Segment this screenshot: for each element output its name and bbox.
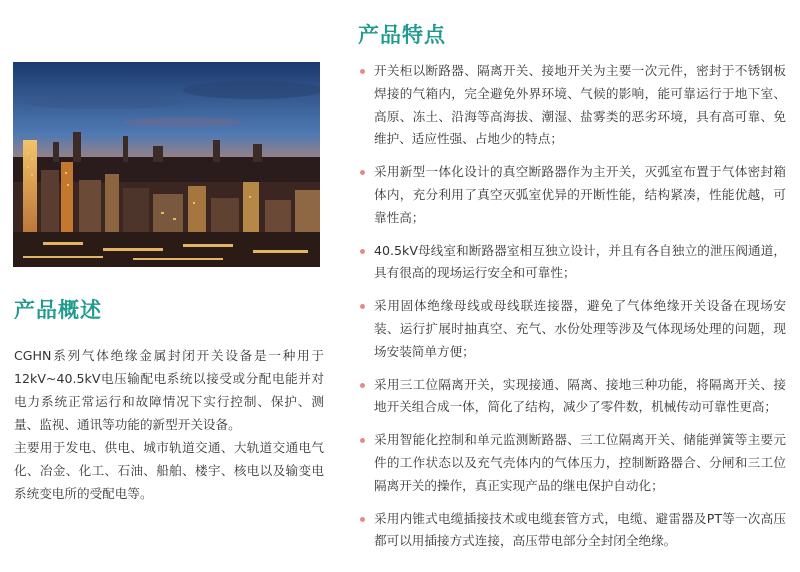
feature-text: 开关柜以断路器、隔离开关、接地开关为主要一次元件，密封于不锈钢板焊接的气箱内，完全避免外界环境、气候的影响，能可靠运行于地下室、高原、冻土、沿海等高海拔、潮湿、盐雾类的恶劣环境，具有高可靠、免维护、适应性强、占地少的特点； — [374, 63, 786, 147]
bullet-dot-icon — [360, 249, 365, 254]
feature-item — [358, 429, 786, 497]
bullet-dot-icon — [360, 304, 365, 309]
bullet-dot-icon — [360, 517, 365, 522]
bullet-dot-icon — [360, 69, 365, 74]
overview-paragraph: 主要用于发电、供电、城市轨道交通、大轨道交通电气化、冶金、化工、石油、船舶、楼宇、核电以及输变电系统变电所的受配电等。 — [14, 440, 324, 501]
overview-paragraph: CGHN系列气体绝缘金属封闭开关设备是一种用于12kV~40.5kV电压输配电系统以接受或分配电能并对电力系统正常运行和故障情况下实行控制、保护、测量、监视、通讯等功能的新型开关设备。 — [14, 348, 324, 432]
city-night-skyline-photo — [13, 62, 320, 267]
bullet-dot-icon — [360, 170, 365, 175]
feature-item — [358, 374, 786, 420]
bullet-dot-icon — [360, 383, 365, 388]
feature-item — [358, 240, 786, 286]
feature-item — [358, 161, 786, 229]
overview-body — [14, 344, 324, 505]
bullet-dot-icon — [360, 438, 365, 443]
feature-text: 采用内锥式电缆插接技术或电缆套管方式，电缆、避雷器及PT等一次高压都可以用插接方式连接，高压带电部分全封闭全绝缘。 — [374, 510, 786, 549]
feature-item — [358, 508, 786, 554]
feature-text: 采用三工位隔离开关，实现接通、隔离、接地三种功能，将隔离开关、接地开关组合成一体，简化了结构，减少了零件数，机械传动可靠性更高； — [374, 376, 786, 415]
feature-text: 采用智能化控制和单元监测断路器、三工位隔离开关、储能弹簧等主要元件的工作状态以及充气壳体内的气体压力，控制断路器合、分闸和三工位隔离开关的操作，真正实现产品的继电保护自动化； — [374, 432, 786, 493]
feature-item — [358, 295, 786, 363]
feature-text: 采用固体绝缘母线或母线联连接器，避免了气体绝缘开关设备在现场安装、运行扩展时抽真空、充气、水份处理等涉及气体现场处理的问题，现场安装简单方便； — [374, 298, 786, 359]
feature-item — [358, 60, 786, 151]
feature-text: 采用新型一体化设计的真空断路器作为主开关，灭弧室布置于气体密封箱体内，充分利用了真空灭弧室优异的开断性能，结构紧凑，性能优越，可靠性高； — [374, 164, 786, 225]
overview-title: 产品概述 — [14, 298, 102, 322]
features-list — [358, 60, 786, 563]
features-title: 产品特点 — [358, 23, 446, 47]
feature-text: 40.5kV母线室和断路器室相互独立设计，并且有各自独立的泄压阀通道，具有很高的现场运行安全和可靠性； — [374, 242, 786, 281]
